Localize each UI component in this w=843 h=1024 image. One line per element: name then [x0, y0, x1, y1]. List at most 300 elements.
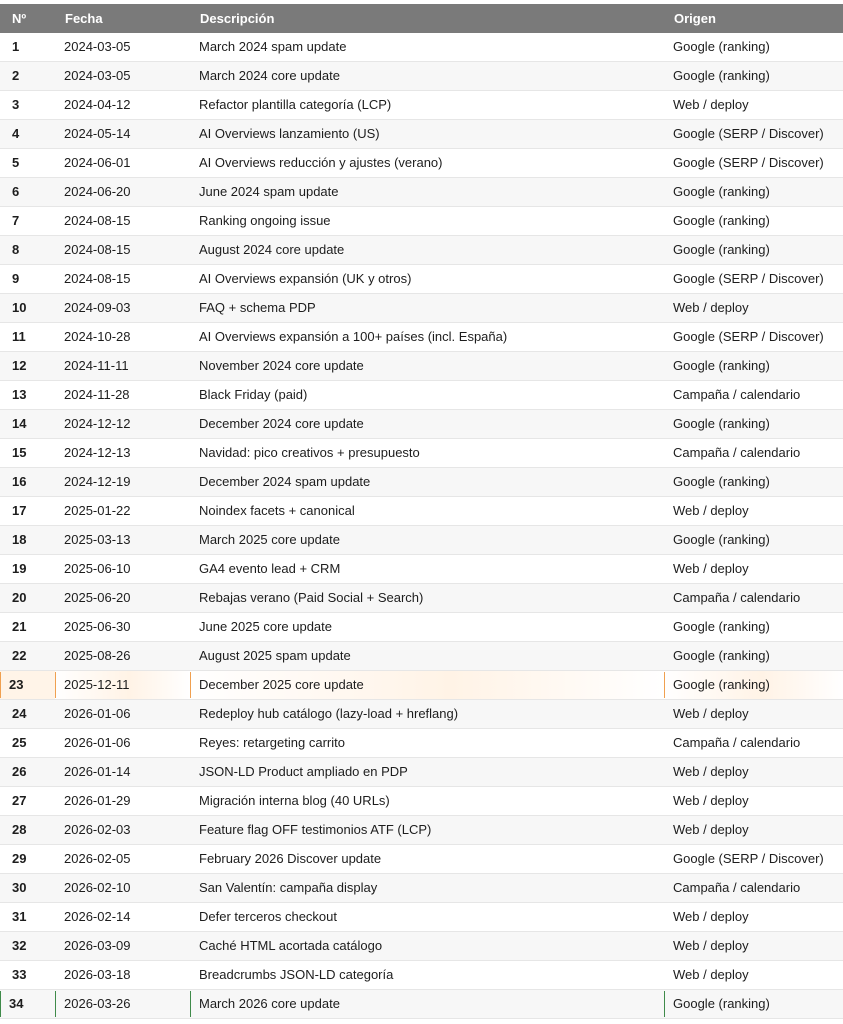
row-descripcion-cell	[190, 903, 664, 932]
row-fecha: 2024-08-15	[64, 242, 131, 257]
events-table	[0, 4, 843, 1019]
row-number: 12	[12, 358, 27, 373]
row-descripcion-cell	[190, 990, 664, 1019]
row-fecha-cell	[55, 352, 190, 381]
row-descripcion: Migración interna blog (40 URLs)	[199, 793, 390, 808]
row-descripcion-cell	[190, 961, 664, 990]
row-origen: Web / deploy	[673, 300, 749, 315]
row-origen: Campaña / calendario	[673, 735, 801, 750]
table-row[interactable]	[0, 874, 843, 903]
row-fecha-cell	[55, 410, 190, 439]
row-descripcion: Refactor plantilla categoría (LCP)	[199, 97, 392, 112]
row-fecha: 2026-03-26	[55, 991, 190, 1017]
row-origen-cell	[664, 439, 843, 468]
row-fecha-cell	[55, 932, 190, 961]
row-descripcion: Noindex facets + canonical	[199, 503, 355, 518]
row-descripcion: AI Overviews reducción y ajustes (verano)	[199, 155, 443, 170]
table-row[interactable]	[0, 294, 843, 323]
row-number-cell	[0, 497, 55, 526]
row-fecha: 2024-12-19	[64, 474, 131, 489]
row-descripcion-cell	[190, 294, 664, 323]
row-fecha-cell	[55, 265, 190, 294]
row-descripcion: March 2024 core update	[199, 68, 340, 83]
table-row[interactable]	[0, 178, 843, 207]
row-origen-cell	[664, 468, 843, 497]
row-fecha: 2025-01-22	[64, 503, 131, 518]
row-fecha-cell	[55, 671, 190, 700]
row-origen: Web / deploy	[673, 967, 749, 982]
row-number-cell	[0, 642, 55, 671]
row-fecha: 2026-02-03	[64, 822, 131, 837]
row-origen: Google (ranking)	[673, 242, 770, 257]
table-row[interactable]	[0, 352, 843, 381]
row-number: 17	[12, 503, 27, 518]
table-row[interactable]	[0, 62, 843, 91]
row-origen-cell	[664, 33, 843, 62]
row-fecha-cell	[55, 526, 190, 555]
row-number-cell	[0, 120, 55, 149]
row-descripcion: FAQ + schema PDP	[199, 300, 316, 315]
row-number-cell	[0, 961, 55, 990]
row-number: 11	[12, 329, 26, 344]
row-number-cell	[0, 323, 55, 352]
row-descripcion-cell	[190, 671, 664, 700]
row-fecha: 2024-05-14	[64, 126, 131, 141]
table-row[interactable]	[0, 526, 843, 555]
row-number: 26	[12, 764, 27, 779]
row-descripcion-cell	[190, 787, 664, 816]
row-descripcion-cell	[190, 410, 664, 439]
row-descripcion-cell	[190, 613, 664, 642]
table-row[interactable]	[0, 990, 843, 1019]
row-number: 20	[12, 590, 27, 605]
row-number-cell	[0, 236, 55, 265]
row-number: 14	[12, 416, 27, 431]
row-descripcion-cell	[190, 700, 664, 729]
row-descripcion-cell	[190, 845, 664, 874]
row-origen: Google (ranking)	[673, 619, 770, 634]
row-descripcion: June 2025 core update	[199, 619, 332, 634]
row-number-cell	[0, 874, 55, 903]
table-row[interactable]	[0, 265, 843, 294]
table-row[interactable]	[0, 439, 843, 468]
row-origen: Web / deploy	[673, 764, 749, 779]
row-fecha: 2024-12-13	[64, 445, 131, 460]
row-origen-cell	[664, 265, 843, 294]
table-row[interactable]	[0, 323, 843, 352]
row-number-cell	[0, 671, 55, 700]
row-fecha: 2026-02-14	[64, 909, 131, 924]
table-row[interactable]	[0, 903, 843, 932]
row-fecha-cell	[55, 236, 190, 265]
table-row[interactable]	[0, 932, 843, 961]
table-row[interactable]	[0, 381, 843, 410]
table-row[interactable]	[0, 207, 843, 236]
row-number: 24	[12, 706, 27, 721]
row-origen: Google (ranking)	[664, 991, 843, 1017]
table-row[interactable]	[0, 671, 843, 700]
row-descripcion: March 2025 core update	[199, 532, 340, 547]
table-row[interactable]	[0, 758, 843, 787]
row-fecha-cell	[55, 439, 190, 468]
row-fecha-cell	[55, 120, 190, 149]
row-descripcion: Caché HTML acortada catálogo	[199, 938, 383, 953]
row-origen-cell	[664, 787, 843, 816]
row-number-cell	[0, 729, 55, 758]
row-descripcion: Reyes: retargeting carrito	[199, 735, 345, 750]
row-number-cell	[0, 613, 55, 642]
row-fecha-cell	[55, 642, 190, 671]
row-number-cell	[0, 584, 55, 613]
row-number: 6	[12, 184, 20, 199]
row-fecha-cell	[55, 381, 190, 410]
row-fecha: 2025-03-13	[64, 532, 131, 547]
row-fecha-cell	[55, 62, 190, 91]
row-fecha-cell	[55, 903, 190, 932]
table-row[interactable]	[0, 33, 843, 62]
row-fecha-cell	[55, 497, 190, 526]
row-fecha: 2026-03-09	[64, 938, 131, 953]
table-row[interactable]	[0, 700, 843, 729]
row-descripcion-cell	[190, 874, 664, 903]
row-descripcion-cell	[190, 555, 664, 584]
table-row[interactable]	[0, 642, 843, 671]
column-header-origen[interactable]: Origen	[664, 4, 843, 33]
row-origen: Google (SERP / Discover)	[673, 851, 824, 866]
row-descripcion-cell	[190, 265, 664, 294]
row-fecha-cell	[55, 700, 190, 729]
row-number-cell	[0, 816, 55, 845]
row-descripcion: Feature flag OFF testimonios ATF (LCP)	[199, 822, 432, 837]
row-number-cell	[0, 207, 55, 236]
row-number: 28	[12, 822, 27, 837]
row-descripcion: December 2024 core update	[199, 416, 364, 431]
column-header-descripcion[interactable]: Descripción	[190, 4, 664, 33]
row-number-cell	[0, 758, 55, 787]
row-number-cell	[0, 990, 55, 1019]
row-descripcion: Ranking ongoing issue	[199, 213, 331, 228]
row-origen-cell	[664, 294, 843, 323]
row-origen-cell	[664, 874, 843, 903]
row-descripcion: AI Overviews expansión a 100+ países (incl. España)	[199, 329, 508, 344]
row-origen: Web / deploy	[673, 706, 749, 721]
row-descripcion: AI Overviews expansión (UK y otros)	[199, 271, 412, 286]
row-number: 16	[12, 474, 27, 489]
row-number-cell	[0, 381, 55, 410]
row-origen-cell	[664, 845, 843, 874]
row-origen: Google (SERP / Discover)	[673, 126, 824, 141]
row-number-cell	[0, 149, 55, 178]
row-fecha-cell	[55, 91, 190, 120]
row-fecha: 2024-12-12	[64, 416, 131, 431]
row-origen: Web / deploy	[673, 503, 749, 518]
row-descripcion: November 2024 core update	[199, 358, 364, 373]
row-fecha-cell	[55, 323, 190, 352]
row-number: 33	[12, 967, 27, 982]
table-row[interactable]	[0, 961, 843, 990]
row-origen-cell	[664, 932, 843, 961]
row-descripcion-cell	[190, 323, 664, 352]
row-number-cell	[0, 410, 55, 439]
table-row[interactable]	[0, 236, 843, 265]
row-origen-cell	[664, 352, 843, 381]
table-row[interactable]	[0, 845, 843, 874]
row-descripcion: AI Overviews lanzamiento (US)	[199, 126, 380, 141]
row-origen-cell	[664, 149, 843, 178]
row-number-cell	[0, 526, 55, 555]
table-body	[0, 33, 843, 1019]
row-origen: Google (ranking)	[664, 672, 843, 698]
table-row[interactable]	[0, 497, 843, 526]
row-descripcion-cell	[190, 642, 664, 671]
row-descripcion: San Valentín: campaña display	[199, 880, 378, 895]
row-origen-cell	[664, 816, 843, 845]
row-fecha-cell	[55, 845, 190, 874]
table-row[interactable]	[0, 555, 843, 584]
row-fecha: 2024-03-05	[64, 39, 131, 54]
row-fecha-cell	[55, 207, 190, 236]
row-descripcion: Defer terceros checkout	[199, 909, 338, 924]
row-fecha: 2025-12-11	[55, 672, 190, 698]
row-descripcion-cell	[190, 526, 664, 555]
row-descripcion: August 2025 spam update	[199, 648, 351, 663]
row-number: 9	[12, 271, 20, 286]
row-fecha-cell	[55, 294, 190, 323]
table-row[interactable]	[0, 120, 843, 149]
row-number: 27	[12, 793, 27, 808]
row-number-cell	[0, 787, 55, 816]
row-fecha: 2025-06-30	[64, 619, 131, 634]
row-origen-cell	[664, 207, 843, 236]
row-descripcion-cell	[190, 439, 664, 468]
row-fecha: 2026-02-10	[64, 880, 131, 895]
row-origen: Google (ranking)	[673, 68, 770, 83]
row-origen-cell	[664, 729, 843, 758]
row-origen-cell	[664, 642, 843, 671]
row-number: 7	[12, 213, 20, 228]
row-number-cell	[0, 352, 55, 381]
row-number: 15	[12, 445, 27, 460]
row-descripcion: Rebajas verano (Paid Social + Search)	[199, 590, 424, 605]
row-descripcion-cell	[190, 932, 664, 961]
table-row[interactable]	[0, 410, 843, 439]
row-fecha: 2026-01-06	[64, 735, 131, 750]
row-descripcion-cell	[190, 758, 664, 787]
row-descripcion: Breadcrumbs JSON-LD categoría	[199, 967, 394, 982]
row-origen: Google (ranking)	[673, 532, 770, 547]
row-origen-cell	[664, 91, 843, 120]
row-descripcion-cell	[190, 120, 664, 149]
row-fecha-cell	[55, 33, 190, 62]
row-descripcion-cell	[190, 33, 664, 62]
row-origen-cell	[664, 700, 843, 729]
row-fecha: 2024-04-12	[64, 97, 131, 112]
row-number: 13	[12, 387, 27, 402]
row-number: 23	[0, 672, 55, 698]
row-fecha: 2026-02-05	[64, 851, 131, 866]
row-fecha: 2024-11-11	[64, 358, 129, 373]
row-descripcion-cell	[190, 468, 664, 497]
row-origen-cell	[664, 613, 843, 642]
table-row[interactable]	[0, 584, 843, 613]
row-number: 10	[12, 300, 27, 315]
row-number: 1	[12, 39, 20, 54]
row-origen-cell	[664, 671, 843, 700]
row-descripcion-cell	[190, 207, 664, 236]
row-descripcion: December 2025 core update	[190, 672, 664, 698]
row-fecha-cell	[55, 874, 190, 903]
row-number-cell	[0, 294, 55, 323]
row-fecha: 2025-08-26	[64, 648, 131, 663]
row-descripcion: JSON-LD Product ampliado en PDP	[199, 764, 408, 779]
row-fecha: 2026-01-06	[64, 706, 131, 721]
row-fecha-cell	[55, 613, 190, 642]
row-number: 29	[12, 851, 27, 866]
row-origen-cell	[664, 62, 843, 91]
row-descripcion-cell	[190, 729, 664, 758]
row-number-cell	[0, 265, 55, 294]
row-descripcion-cell	[190, 236, 664, 265]
row-fecha-cell	[55, 178, 190, 207]
row-number-cell	[0, 91, 55, 120]
row-number: 32	[12, 938, 27, 953]
row-origen-cell	[664, 497, 843, 526]
row-number: 3	[12, 97, 20, 112]
row-fecha: 2024-08-15	[64, 213, 131, 228]
row-origen-cell	[664, 961, 843, 990]
row-descripcion-cell	[190, 178, 664, 207]
row-origen-cell	[664, 526, 843, 555]
row-descripcion-cell	[190, 352, 664, 381]
row-descripcion: February 2026 Discover update	[199, 851, 382, 866]
column-header-fecha[interactable]: Fecha	[55, 4, 190, 33]
row-number-cell	[0, 845, 55, 874]
row-origen-cell	[664, 323, 843, 352]
row-fecha: 2024-06-01	[64, 155, 131, 170]
row-descripcion-cell	[190, 381, 664, 410]
row-origen: Google (ranking)	[673, 184, 770, 199]
row-origen: Web / deploy	[673, 822, 749, 837]
row-number-cell	[0, 468, 55, 497]
row-fecha: 2025-06-20	[64, 590, 131, 605]
table-row[interactable]	[0, 149, 843, 178]
row-descripcion: August 2024 core update	[199, 242, 345, 257]
column-header-num[interactable]: Nº	[0, 4, 55, 33]
row-number: 21	[12, 619, 27, 634]
row-number: 2	[12, 68, 20, 83]
table-row[interactable]	[0, 613, 843, 642]
row-descripcion-cell	[190, 584, 664, 613]
row-number: 18	[12, 532, 27, 547]
row-fecha-cell	[55, 816, 190, 845]
row-fecha-cell	[55, 555, 190, 584]
row-origen: Web / deploy	[673, 938, 749, 953]
row-fecha: 2024-11-28	[64, 387, 130, 402]
row-descripcion-cell	[190, 62, 664, 91]
row-number: 4	[12, 126, 20, 141]
row-origen: Google (ranking)	[673, 416, 770, 431]
row-fecha-cell	[55, 468, 190, 497]
table-row[interactable]	[0, 91, 843, 120]
row-descripcion: March 2026 core update	[190, 991, 664, 1017]
row-fecha: 2026-03-18	[64, 967, 131, 982]
row-number-cell	[0, 700, 55, 729]
row-origen: Campaña / calendario	[673, 880, 801, 895]
row-fecha: 2024-03-05	[64, 68, 131, 83]
row-origen-cell	[664, 120, 843, 149]
row-origen-cell	[664, 178, 843, 207]
row-fecha: 2026-01-29	[64, 793, 131, 808]
row-fecha-cell	[55, 961, 190, 990]
row-number: 31	[12, 909, 27, 924]
row-fecha: 2026-01-14	[64, 764, 131, 779]
row-descripcion-cell	[190, 816, 664, 845]
row-origen: Web / deploy	[673, 793, 749, 808]
row-descripcion: Redeploy hub catálogo (lazy-load + hreflang)	[199, 706, 459, 721]
row-origen: Google (ranking)	[673, 474, 770, 489]
row-fecha-cell	[55, 584, 190, 613]
row-number-cell	[0, 555, 55, 584]
row-fecha: 2024-08-15	[64, 271, 131, 286]
row-number: 8	[12, 242, 20, 257]
row-number-cell	[0, 932, 55, 961]
row-origen: Web / deploy	[673, 97, 749, 112]
row-descripcion: GA4 evento lead + CRM	[199, 561, 341, 576]
row-fecha-cell	[55, 990, 190, 1019]
row-origen: Google (ranking)	[673, 39, 770, 54]
row-fecha: 2025-06-10	[64, 561, 131, 576]
table-row[interactable]	[0, 729, 843, 758]
row-number-cell	[0, 33, 55, 62]
row-fecha-cell	[55, 149, 190, 178]
table-row[interactable]	[0, 787, 843, 816]
row-origen-cell	[664, 903, 843, 932]
row-number-cell	[0, 62, 55, 91]
row-origen-cell	[664, 410, 843, 439]
row-descripcion-cell	[190, 91, 664, 120]
row-number-cell	[0, 439, 55, 468]
row-descripcion: June 2024 spam update	[199, 184, 339, 199]
row-number-cell	[0, 178, 55, 207]
row-number: 25	[12, 735, 27, 750]
row-origen: Campaña / calendario	[673, 445, 801, 460]
row-origen: Google (SERP / Discover)	[673, 271, 824, 286]
row-origen: Web / deploy	[673, 909, 749, 924]
row-descripcion-cell	[190, 497, 664, 526]
row-number-cell	[0, 903, 55, 932]
table-row[interactable]	[0, 468, 843, 497]
row-fecha: 2024-06-20	[64, 184, 131, 199]
row-descripcion: Black Friday (paid)	[199, 387, 308, 402]
table-header-row	[0, 4, 843, 33]
row-origen-cell	[664, 758, 843, 787]
row-number: 19	[12, 561, 27, 576]
row-descripcion: March 2024 spam update	[199, 39, 347, 54]
row-fecha: 2024-09-03	[64, 300, 131, 315]
row-origen: Google (ranking)	[673, 648, 770, 663]
row-origen-cell	[664, 555, 843, 584]
table-row[interactable]	[0, 816, 843, 845]
row-number: 22	[12, 648, 27, 663]
row-descripcion: Navidad: pico creativos + presupuesto	[199, 445, 420, 460]
row-fecha-cell	[55, 729, 190, 758]
row-origen: Web / deploy	[673, 561, 749, 576]
row-descripcion: December 2024 spam update	[199, 474, 371, 489]
row-origen-cell	[664, 584, 843, 613]
row-fecha: 2024-10-28	[64, 329, 131, 344]
row-origen: Google (ranking)	[673, 213, 770, 228]
row-origen-cell	[664, 236, 843, 265]
